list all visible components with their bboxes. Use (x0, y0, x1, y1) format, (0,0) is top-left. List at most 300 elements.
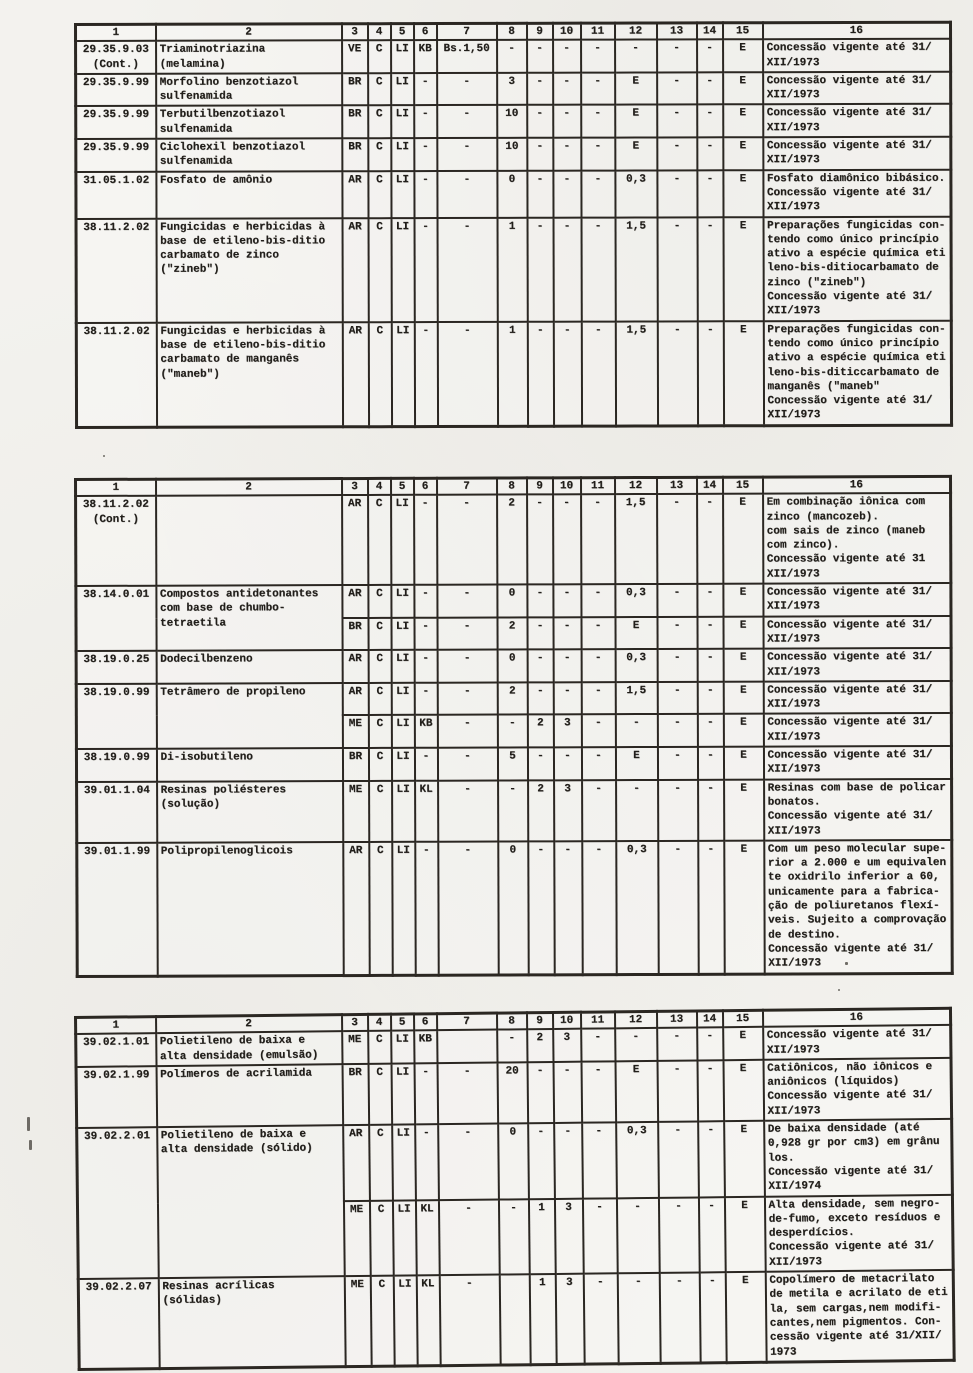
cell-observations: Concessão vigente até 31/ XII/1973 (763, 713, 951, 746)
column-header-6: 6 (413, 1014, 436, 1031)
cell-col-10: - (553, 495, 581, 585)
cell-col-13: - (657, 105, 697, 138)
cell-col-13: - (657, 72, 697, 105)
cell-col-13: - (658, 779, 698, 840)
cell-observations: Concessão vigente até 31/ XII/1973 (763, 681, 951, 714)
cell-col-4: C (369, 842, 392, 975)
cell-col-12: - (615, 1028, 657, 1061)
cell-col-10: 3 (554, 780, 582, 841)
cell-product-description: Resinas poliésteres (solução) (157, 781, 343, 843)
cell-col-4: C (368, 1031, 391, 1064)
column-header-15: 15 (723, 477, 763, 494)
column-header-16: 16 (762, 1008, 950, 1027)
column-header-8: 8 (497, 23, 527, 40)
cell-col-6: - (414, 1063, 438, 1124)
cell-col-9: - (527, 138, 553, 171)
cell-product-description: Polietileno de baixa e alta densidade (emulsão) (156, 1031, 342, 1066)
cell-col-11: - (581, 217, 615, 321)
concessions-table-2 (74, 475, 954, 978)
cell-col-14: - (697, 137, 723, 170)
cell-col-5: LI (392, 780, 415, 841)
cell-item-code (76, 651, 156, 684)
cell-col-4: C (368, 40, 391, 73)
cell-col-13: - (657, 170, 697, 217)
cell-col-5: LI (391, 617, 414, 650)
item-code: 38.19.0.99 (83, 751, 150, 765)
cell-col-6: KL (415, 780, 438, 841)
table-row (77, 779, 952, 843)
cell-col-8: 0 (498, 841, 528, 974)
cell-col-15: E (724, 1121, 765, 1197)
cell-product-description: Terbutilbenzotiazol sulfenamida (156, 106, 342, 139)
column-header-11: 11 (580, 1012, 614, 1029)
cell-col-10: - (553, 217, 581, 321)
cell-col-13: - (657, 40, 697, 73)
cell-col-5: LI (391, 171, 414, 218)
cell-col-4: C (368, 106, 391, 139)
table-row (76, 137, 951, 172)
column-header-2: 2 (156, 1015, 342, 1034)
item-code: 38.11.2.02 (83, 221, 150, 234)
cell-col-5: LI (391, 585, 414, 618)
cell-item-code (76, 749, 156, 782)
scan-artifact (838, 989, 840, 991)
cell-col-12: E (615, 617, 657, 650)
cell-col-5: LI (392, 1125, 416, 1201)
column-header-3: 3 (342, 24, 368, 41)
column-header-12: 12 (615, 23, 657, 40)
concessions-table-3 (74, 1007, 956, 1371)
cell-col-6: - (414, 73, 437, 106)
cell-observations: Com um peso molecular supe- rior a 2.000 e um equivalen te oxidrilo inferior a 60, unicamente para a fabrica- ção de poliuretanos flexí- veis. Sujeito a comprovação de destino. Concessão vigente até 31/ XII/1973 (764, 840, 952, 974)
cell-col-15: E (723, 1027, 763, 1060)
cell-col-13: - (657, 321, 697, 426)
column-header-9: 9 (527, 23, 553, 40)
cell-observations: Concessão vigente até 31/ XII/1973 (763, 616, 951, 649)
cell-col-8: 0 (497, 650, 527, 683)
cell-col-5: LI (391, 748, 414, 781)
cell-col-8: 2 (497, 682, 527, 715)
item-code: 39.01.1.04 (83, 784, 150, 797)
cell-col-13: - (657, 649, 697, 682)
cell-col-13: - (657, 1028, 697, 1061)
cell-col-8: 2 (497, 495, 527, 585)
cell-observations: Preparações fungicidas con- tendo como único princípio ativo a espécie química eti leno-bis-diticcarbamato de manganês ("maneb" Concessão vigente até 31/ XII/1973 (763, 320, 951, 425)
cell-product-description: Polímeros de acrilamida (156, 1064, 343, 1127)
cell-col-4: C (368, 171, 391, 218)
cell-product-description: Compostos antidetonantes com base de chumbo-tetraetila (156, 585, 342, 651)
cell-observations: Concessão vigente até 31/ XII/1973 (763, 39, 951, 72)
cell-col-14: - (697, 584, 723, 617)
cell-observations: Concessão vigente até 31/ XII/1973 (763, 648, 951, 681)
cell-col-6: - (415, 842, 438, 975)
cell-product-description: Resinas acrílicas (sólidas) (158, 1276, 345, 1368)
cell-col-13: - (658, 841, 698, 974)
cell-col-4: C (368, 650, 391, 683)
cell-col-14: - (697, 616, 723, 649)
cell-col-9: - (527, 584, 553, 617)
cell-product-description: Fungicidas e herbicidas à base de etileno-bis-ditio carbamato de zinco ("zineb") (156, 218, 342, 323)
scan-artifact (103, 455, 105, 457)
item-code: 29.35.9.99 (82, 109, 150, 122)
cell-item-code (76, 496, 156, 586)
cell-col-10: 3 (555, 1274, 584, 1365)
cell-col-15: E (723, 321, 763, 426)
cell-col-10: - (553, 40, 581, 73)
cell-col-10: - (553, 321, 581, 426)
cell-col-5: LI (391, 683, 414, 716)
column-header-14: 14 (696, 1011, 722, 1028)
cell-col-7: - (437, 682, 497, 715)
cell-item-code (76, 1066, 157, 1128)
cell-col-10: - (554, 841, 582, 974)
item-code-continuation: (Cont.) (92, 58, 139, 71)
cell-col-11: - (581, 40, 615, 73)
cell-col-8: 10 (497, 138, 527, 171)
cell-col-10: 3 (553, 1029, 581, 1062)
cell-product-description: Fosfato de amônio (156, 171, 342, 218)
cell-col-11: - (581, 747, 615, 780)
table-row (76, 583, 951, 619)
table-row (76, 216, 951, 322)
cell-col-11: - (581, 321, 615, 426)
cell-col-12: 0,3 (615, 649, 657, 682)
cell-col-4: C (369, 1200, 393, 1276)
column-header-4: 4 (368, 24, 391, 41)
cell-observations: Concessão vigente até 31/ XII/1973 (763, 583, 951, 616)
item-code: 39.02.1.99 (83, 1069, 150, 1082)
column-header-4: 4 (368, 478, 391, 495)
cell-col-12: - (616, 780, 658, 841)
cell-col-3: AR (342, 218, 368, 322)
cell-col-15: E (723, 170, 763, 217)
cell-col-11: - (582, 841, 616, 974)
table-row (76, 320, 951, 427)
column-header-5: 5 (391, 478, 414, 495)
table-row (76, 169, 951, 218)
scan-artifact (29, 1140, 32, 1150)
cell-col-10: - (553, 170, 581, 217)
cell-col-8: - (497, 40, 527, 73)
cell-col-3: AR (342, 683, 368, 716)
cell-col-8: 2 (497, 617, 527, 650)
cell-col-13: - (657, 1060, 698, 1122)
cell-item-code (76, 322, 156, 427)
cell-col-11: - (581, 1061, 616, 1123)
cell-col-15: E (723, 681, 763, 714)
concessions-table-1 (74, 21, 953, 429)
column-header-10: 10 (553, 478, 581, 495)
cell-observations: Catiônicos, não iônicos e aniônicos (líquidos) Concessão vigente até 31/ XII/1973 (763, 1058, 952, 1121)
cell-col-10: - (553, 617, 581, 650)
column-header-10: 10 (553, 23, 581, 40)
column-header-16: 16 (763, 22, 951, 39)
cell-col-3: VE (342, 41, 368, 74)
cell-col-14: - (698, 779, 724, 840)
cell-item-code (76, 586, 156, 651)
cell-col-14: - (697, 1060, 724, 1121)
cell-col-8: - (498, 1199, 529, 1275)
item-code: 38.11.2.02 (83, 325, 150, 338)
cell-col-5: LI (393, 1275, 417, 1366)
cell-col-6: KL (415, 1200, 439, 1276)
cell-col-6: - (414, 748, 437, 781)
cell-col-9: - (527, 495, 553, 585)
cell-col-4: C (368, 1064, 392, 1125)
cell-col-5: LI (391, 106, 414, 139)
cell-col-15: E (724, 1196, 765, 1272)
cell-col-11: - (581, 715, 615, 748)
cell-product-description: Tetrâmero de propileno (156, 683, 342, 749)
cell-col-14: - (697, 494, 723, 584)
column-header-7: 7 (436, 1013, 496, 1030)
concessions-table-1 (74, 21, 953, 429)
cell-col-7: - (437, 748, 497, 781)
cell-item-code (78, 1278, 159, 1369)
table-row (76, 104, 951, 139)
cell-col-15: E (723, 72, 763, 105)
scan-artifact (845, 962, 848, 965)
column-header-13: 13 (656, 1011, 696, 1028)
cell-col-7: - (437, 171, 497, 218)
cell-col-9: 1 (528, 1199, 555, 1275)
column-header-7: 7 (437, 23, 497, 40)
cell-col-8: - (497, 1030, 527, 1063)
cell-col-7: - (437, 1062, 498, 1124)
cell-col-3: BR (342, 1064, 369, 1125)
cell-col-11: - (583, 1273, 618, 1364)
cell-col-4: C (370, 1276, 394, 1367)
cell-col-11: - (582, 1122, 617, 1198)
cell-col-7: - (438, 1124, 499, 1200)
column-header-15: 15 (722, 1010, 762, 1027)
cell-col-12: - (616, 1197, 659, 1273)
cell-col-6: - (414, 171, 437, 218)
table-row (76, 72, 951, 107)
cell-col-15: E (724, 779, 764, 840)
cell-col-13: - (657, 217, 697, 321)
column-header-15: 15 (723, 23, 763, 40)
column-header-1: 1 (76, 24, 156, 41)
cell-col-12: E (615, 138, 657, 171)
cell-col-15: E (723, 494, 763, 584)
cell-col-7: - (437, 715, 497, 748)
cell-col-14: - (697, 1028, 723, 1061)
cell-col-14: - (697, 105, 723, 138)
cell-col-12: - (617, 1273, 660, 1364)
cell-col-13: - (657, 584, 697, 617)
table-row (76, 648, 951, 684)
cell-observations: Preparações fungicidas con- tendo como único princípio ativo a espécie química eti leno-bis-ditiocarbamato de zinco ("zineb") Concessão vigente até 31/ XII/1973 (763, 216, 951, 321)
cell-col-9: 2 (527, 715, 553, 748)
cell-col-7: - (438, 1199, 499, 1275)
cell-col-14: - (697, 217, 723, 321)
cell-col-3: AR (342, 171, 368, 218)
cell-col-13: - (657, 494, 697, 584)
cell-col-11: - (581, 138, 615, 171)
cell-col-3: ME (344, 1276, 371, 1367)
cell-col-13: - (658, 1197, 699, 1273)
cell-col-4: C (368, 495, 391, 585)
cell-observations: Concessão vigente até 31/ XII/1973 (763, 137, 951, 170)
item-code: 29.35.9.03 (82, 44, 149, 57)
table-row (76, 681, 951, 717)
column-header-5: 5 (390, 1014, 413, 1031)
cell-col-3: AR (342, 495, 368, 585)
cell-col-7: - (438, 780, 498, 841)
cell-observations: Fosfato diamônico bibásico. Concessão vigente até 31/ XII/1973 (763, 169, 951, 216)
cell-col-5: LI (392, 842, 415, 975)
column-header-9: 9 (526, 1012, 552, 1029)
cell-col-8: - (497, 715, 527, 748)
cell-col-11: - (581, 1029, 615, 1062)
cell-item-code (77, 781, 157, 842)
cell-col-15: E (723, 105, 763, 138)
cell-col-6: - (414, 495, 437, 585)
cell-product-description (156, 495, 342, 585)
item-code: 39.02.2.07 (85, 1281, 152, 1294)
item-code: 39.02.1.01 (82, 1036, 150, 1050)
cell-col-8: 1 (497, 321, 527, 426)
cell-col-3: BR (342, 73, 368, 106)
cell-col-7 (437, 1030, 497, 1063)
cell-col-6: - (414, 650, 437, 683)
cell-col-4: C (368, 138, 391, 171)
column-header-11: 11 (581, 23, 615, 40)
cell-col-9: - (528, 841, 554, 974)
cell-col-4: C (369, 1125, 393, 1201)
cell-col-11: - (581, 649, 615, 682)
column-header-14: 14 (697, 477, 723, 494)
cell-col-12: E (615, 747, 657, 780)
column-header-12: 12 (615, 477, 657, 494)
cell-col-8: 5 (497, 747, 527, 780)
cell-col-10: - (553, 73, 581, 106)
cell-col-3: AR (342, 322, 368, 427)
cell-col-11: - (581, 170, 615, 217)
cell-col-11: - (581, 682, 615, 715)
item-code: 29.35.9.99 (83, 141, 150, 155)
cell-col-3: ME (342, 715, 368, 748)
cell-col-6: - (414, 138, 437, 171)
column-header-5: 5 (391, 24, 414, 41)
cell-col-3: BR (342, 138, 368, 171)
cell-col-6: KB (414, 40, 437, 73)
cell-col-7: - (437, 585, 497, 618)
cell-col-5: LI (391, 650, 414, 683)
cell-col-12: 0,3 (616, 1122, 659, 1198)
cell-col-4: C (368, 715, 391, 748)
cell-col-6: - (414, 683, 437, 716)
cell-col-6: KB (414, 715, 437, 748)
cell-col-3: BR (342, 748, 368, 781)
cell-col-7: - (437, 138, 497, 171)
cell-col-4: C (368, 218, 391, 322)
cell-col-14: - (697, 649, 723, 682)
cell-col-15: E (723, 1060, 764, 1122)
cell-col-12: 0,3 (615, 584, 657, 617)
column-header-1: 1 (76, 479, 156, 496)
cell-col-13: - (657, 137, 697, 170)
cell-col-9: - (527, 617, 553, 650)
table-row (76, 493, 951, 586)
item-code: 39.02.2.01 (83, 1130, 151, 1143)
item-code: 38.19.0.99 (83, 686, 150, 699)
cell-product-description: Di-isobutileno (156, 748, 342, 781)
column-header-4: 4 (367, 1014, 390, 1031)
cell-col-8: - (498, 780, 528, 841)
cell-item-code (76, 41, 156, 74)
cell-col-8: 0 (497, 170, 527, 217)
cell-col-9: - (527, 105, 553, 138)
cell-product-description: Polipropilenoglicois (157, 842, 343, 976)
cell-col-15: E (724, 840, 764, 973)
cell-col-5: LI (391, 73, 414, 106)
cell-col-3: AR (342, 650, 368, 683)
cell-col-8: 1 (497, 217, 527, 321)
cell-col-12: 0,3 (615, 170, 657, 217)
cell-col-15: E (723, 39, 763, 72)
cell-observations: Alta densidade, sem negro- de-fumo, exceto resíduos e desperdícios. Concessão vigente até 31/ XII/1973 (764, 1194, 953, 1271)
cell-col-10: 3 (554, 1198, 583, 1274)
cell-col-6: KB (414, 1030, 437, 1063)
cell-col-10: - (553, 584, 581, 617)
cell-col-9: - (527, 217, 553, 321)
cell-col-8: 3 (497, 73, 527, 106)
column-header-3: 3 (342, 1014, 368, 1031)
table-row (76, 39, 951, 74)
cell-col-8: 20 (497, 1062, 528, 1123)
cell-col-7: - (437, 650, 497, 683)
cell-col-10: - (554, 1123, 583, 1199)
cell-col-15: E (723, 616, 763, 649)
column-header-2: 2 (156, 479, 342, 496)
cell-col-12: 1,5 (615, 682, 657, 715)
cell-col-14: - (697, 321, 723, 426)
cell-col-10: - (553, 138, 581, 171)
cell-col-5: LI (391, 218, 414, 322)
cell-col-9: 2 (527, 1029, 553, 1062)
cell-col-6: - (414, 106, 437, 139)
cell-col-4: C (368, 748, 391, 781)
column-header-8: 8 (496, 1013, 526, 1030)
cell-col-14: - (697, 714, 723, 747)
cell-col-3: AR (343, 842, 369, 975)
cell-col-3: BR (342, 106, 368, 139)
cell-product-description: Ciclohexil benzotiazol sulfenamida (156, 138, 342, 171)
item-code: 38.19.0.25 (83, 654, 150, 667)
column-header-12: 12 (614, 1011, 656, 1028)
cell-col-14: - (699, 1272, 726, 1363)
cell-col-7: - (437, 217, 497, 321)
cell-item-code (76, 139, 156, 172)
cell-col-5: LI (391, 495, 414, 585)
cell-observations: Concessão vigente até 31/ XII/1973 (763, 746, 951, 779)
table-row (78, 1270, 954, 1369)
item-code: 39.01.1.99 (84, 845, 151, 858)
cell-col-10: 3 (553, 715, 581, 748)
column-header-14: 14 (697, 23, 723, 40)
item-code: 38.14.0.01 (83, 588, 150, 602)
cell-col-5: LI (391, 1063, 415, 1124)
cell-col-13: - (658, 1122, 699, 1198)
cell-col-5: LI (391, 1031, 414, 1064)
cell-col-8: 0 (497, 584, 527, 617)
concessions-table-2 (74, 475, 954, 978)
cell-col-3: ME (343, 781, 369, 842)
cell-col-8: 0 (498, 1123, 529, 1199)
cell-col-10: - (553, 105, 581, 138)
